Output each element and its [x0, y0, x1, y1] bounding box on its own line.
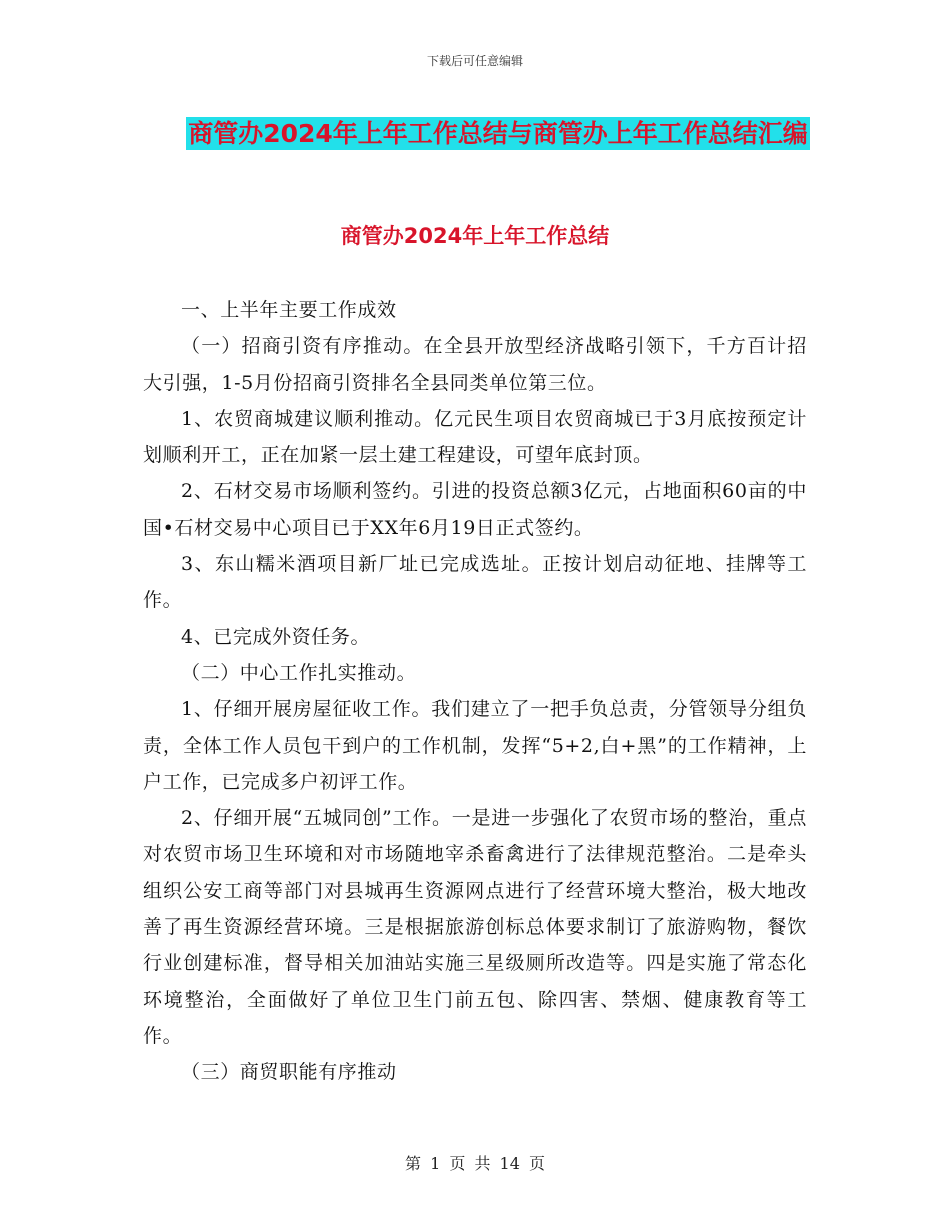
paragraph: 4、已完成外资任务。: [181, 625, 371, 648]
paragraph: （三）商贸职能有序推动: [181, 1061, 397, 1084]
paragraph: 2、仔细开展“五城同创”工作。一是进一步强化了农贸市场的整治，重点对农贸市场卫生环境和对市场随地宰杀畜禽进行了法律规范整治。二是牵头组织公安工商等部门对县城再生资源网点进行了经营环境大整治，极大地改善了再生资源经营环境。三是根据旅游创标总体要求制订了旅游购物，餐饮行业创建标准，督导相关加油站实施三星级厕所改造等。四是实施了常态化环境整治，全面做好了单位卫生门前五包、除四害、禁烟、健康教育等工作。: [143, 807, 807, 1047]
paragraph: （一）招商引资有序推动。在全县开放型经济战略引领下，千方百计招大引强，1-5月份招商引资排名全县同类单位第三位。: [143, 335, 807, 394]
document-body: [143, 292, 807, 1091]
page-footer: 第 1 页 共 14 页: [405, 1154, 545, 1173]
paragraph: 一、上半年主要工作成效: [181, 299, 397, 321]
document-title: [186, 112, 810, 156]
section-title: 商管办2024年上年工作总结: [340, 224, 610, 248]
page-header: 下载后可任意编辑: [426, 54, 523, 68]
paragraph: 1、仔细开展房屋征收工作。我们建立了一把手负总责，分管领导分组负责，全体工作人员包干到户的工作机制，发挥“5+2,白+黑”的工作精神，上户工作，已完成多户初评工作。: [143, 698, 807, 793]
paragraph: 3、东山糯米酒项目新厂址已完成选址。正按计划启动征地、挂牌等工作。: [143, 553, 807, 612]
document-title-text: 商管办2024年上年工作总结与商管办上年工作总结汇编: [188, 119, 808, 148]
paragraph: 2、石材交易市场顺利签约。引进的投资总额3亿元，占地面积60亩的中国•石材交易中心项目已于XX年6月19日正式签约。: [143, 480, 807, 539]
paragraph: （二）中心工作扎实推动。: [181, 661, 417, 684]
paragraph: 1、农贸商城建议顺利推动。亿元民生项目农贸商城已于3月底按预定计划顺利开工，正在加紧一层土建工程建设，可望年底封顶。: [143, 407, 807, 467]
